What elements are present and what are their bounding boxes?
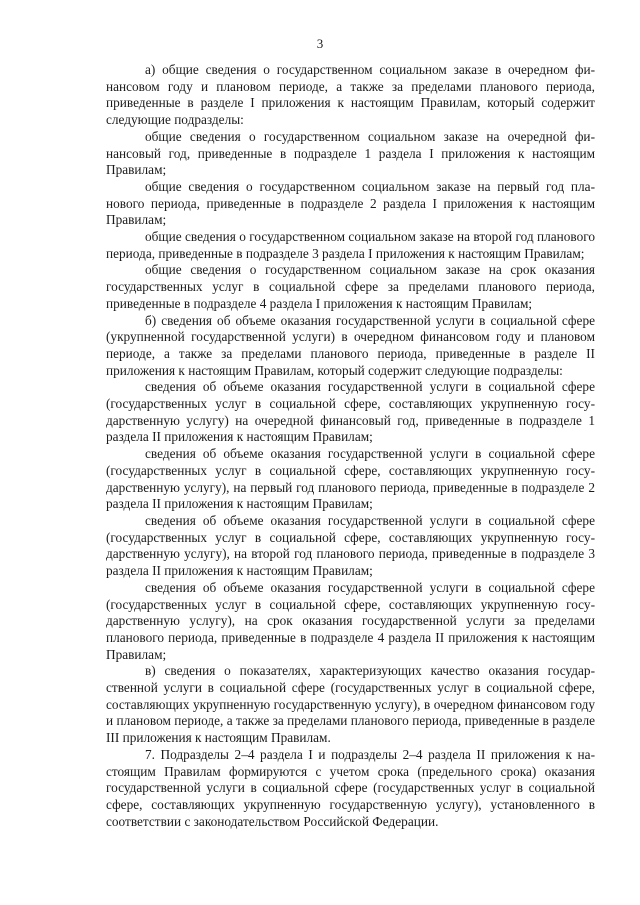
paragraph-v: в) сведения о показателях, характеризующих качество оказания государственной услуги в социальной сфере (государственных услуг в социальной сфере, составляющих укрупненную государственную услугу), в очередном финансовом году и плановом периоде, а также за пределами планового периода, приведенные в разделе III приложения к настоящим Правилам. [106,663,595,746]
paragraph-b-subsection-1: сведения об объеме оказания государственной услуги в социальной сфере (государственных услуг в социальной сфере, составляющих укрупненную государственную услугу) на очередной финансовый год, приведенные в подразделе 1 раздела II приложения к настоящим Правилам; [106,379,595,445]
paragraph-a-subsection-1: общие сведения о государственном социальном заказе на очередной финансовый год, приведенные в подразделе 1 раздела I приложения к настоящим Правилам; [106,128,595,178]
document-body [106,62,595,830]
page-number: 3 [316,36,324,51]
paragraph-a-subsection-4: общие сведения о государственном социальном заказе на срок оказания государственных услуг в социальной сфере за пределами планового периода, приведенные в подразделе 4 раздела I приложения к настоящим Правилам; [106,262,595,311]
paragraph-b-subsection-2: сведения об объеме оказания государственной услуги в социальной сфере (государственных услуг в социальной сфере, составляющих укрупненную государственную услугу), на первый год планового периода, приведенные в подразделе 2 раздела II приложения к настоящим Правилам; [106,446,595,512]
paragraph-a: а) общие сведения о государственном социальном заказе в очередном финансовом году и плановом периоде, а также за пределами планового периода, приведенные в разделе I приложения к настоящим Правилам, который содержит следующие подразделы: [106,62,595,128]
paragraph-b-subsection-3: сведения об объеме оказания государственной услуги в социальной сфере (государственных услуг в социальной сфере, составляющих укрупненную государственную услугу), на второй год планового периода, приведенные в подразделе 3 раздела II приложения к настоящим Правилам; [106,512,595,579]
paragraph-7: 7. Подразделы 2–4 раздела I и подразделы 2–4 раздела II приложения к настоящим Правилам формируются с учетом срока (предельного срока) оказания государственной услуги в социальной сфере (государственных услуг в социальной сфере, составляющих укрупненную государственную услугу), установленного в соответствии с законодательством Российской Федерации. [106,746,595,829]
paragraph-b: б) сведения об объеме оказания государственной услуги в социальной сфере (укрупненной государственной услуги) в очередном финансовом году и плановом периоде, а также за пределами планового периода, приведенные в разделе II приложения к настоящим Правилам, который содержит следующие подразделы: [106,312,595,378]
paragraph-a-subsection-3: общие сведения о государственном социальном заказе на второй год планового периода, приведенные в подразделе 3 раздела I приложения к настоящим Правилам; [106,229,595,261]
paragraph-a-subsection-2: общие сведения о государственном социальном заказе на первый год планового периода, приведенные в подразделе 2 раздела I приложения к настоящим Правилам; [106,178,595,228]
paragraph-b-subsection-4: сведения об объеме оказания государственной услуги в социальной сфере (государственных услуг в социальной сфере, составляющих укрупненную государственную услугу), на срок оказания государственной услуги за пределами планового периода, приведенные в подразделе 4 раздела II приложения к настоящим Правилам; [106,579,595,662]
